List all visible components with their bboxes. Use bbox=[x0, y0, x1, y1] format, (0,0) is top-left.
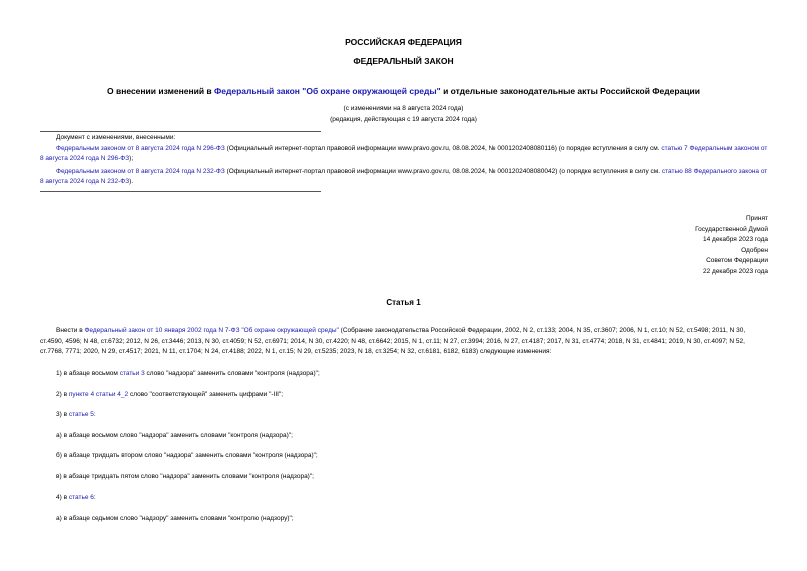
item-4 bbox=[56, 494, 96, 501]
item-3-link[interactable]: статье 5 bbox=[68, 411, 94, 418]
item-1 bbox=[56, 370, 320, 377]
item-3c: в) в абзаце тридцать пятом слово "надзора" заменить словами "контроля (надзора)"; bbox=[56, 473, 314, 480]
item-3-start: 3) в bbox=[56, 411, 69, 418]
changes-entry-2-text: (Официальный интернет-портал правовой информации www.pravo.gov.ru, 08.08.2024, № 0001202408080042) (о порядке вступления в силу см. bbox=[224, 168, 662, 175]
law-title bbox=[0, 86, 807, 96]
item-1-link[interactable]: статьи 3 bbox=[119, 370, 145, 377]
item-1-start: 1) в абзаце восьмом bbox=[56, 370, 120, 377]
changes-entry-2-end: ). bbox=[129, 178, 134, 185]
article-intro-text: (Собрание законодательства Российской Федерации, 2002, N 2, ст.133; 2004, N 35, ст.3607; 2006, N 1, ст.10; N 52, ст.5498; 2011, N 30, ст.4590, 4596; N 48, ст.6732; 2012, N 26, ст.3446; 2013, N 30, ст.4059; N 52, ст.6971; 2014, N 30, ст.4220; N 48, ст.6642; 2015, N 1, ст.11; N 27, ст.3994; 2016, N 27, ст.4187; 2017, N 31, ст.4774; 2018, N 31, ст.4841; 2019, N 30, ст.4097; N 52, ст.7768, 7771; 2020, N 29, ст.4517; 2021, N 11, ст.1704; N 24, ст.4188; 2022, N 1, ст.15; N 29, ст.5235; 2023, N 18, ст.3254; N 32, ст.6181, 6182, 6183) следующие изменения: bbox=[40, 327, 746, 355]
item-1-end: слово "надзора" заменить словами "контроля (надзора)"; bbox=[144, 370, 320, 377]
changes-entry-2-law-link[interactable]: Федеральным законом от 8 августа 2024 года N 232-ФЗ bbox=[56, 168, 225, 175]
article-intro bbox=[40, 326, 770, 358]
item-2 bbox=[56, 391, 283, 398]
article-title: Статья 1 bbox=[386, 298, 421, 307]
changes-entry-1-end: ); bbox=[129, 155, 134, 162]
item-4-link[interactable]: статье 6 bbox=[68, 494, 94, 501]
adopted-by: Государственной Думой bbox=[695, 225, 768, 233]
item-4-start: 4) в bbox=[56, 494, 69, 501]
changes-entry-2-source-link[interactable]: Федерального закона от 8 августа 2024 года N 232-ФЗ bbox=[40, 168, 768, 185]
item-3a: а) в абзаце восьмом слово "надзора" заменить словами "контроля (надзора)"; bbox=[56, 432, 293, 439]
adopted-date: 14 декабря 2023 года bbox=[702, 236, 768, 243]
divider-top bbox=[40, 131, 321, 132]
changes-entry-2-article-link[interactable]: статью 88 bbox=[661, 168, 692, 175]
changes-entry-1-source-link[interactable]: Федеральным законом от 8 августа 2024 года N 296-ФЗ bbox=[40, 145, 768, 162]
changes-entry-1 bbox=[40, 144, 770, 164]
item-2-link[interactable]: пункте 4 статьи 4_2 bbox=[68, 391, 129, 398]
law-title-link[interactable]: Федеральный закон "Об охране окружающей среды" bbox=[214, 86, 441, 96]
law-title-suffix: и отдельные законодательные акты Российской Федерации bbox=[440, 86, 700, 96]
changes-entry-2 bbox=[40, 167, 770, 187]
item-2-end: слово "соответствующей" заменить цифрами "-III"; bbox=[128, 391, 284, 398]
law-title-prefix: О внесении изменений в bbox=[107, 86, 214, 96]
article-intro-start: Внести в bbox=[56, 327, 85, 334]
country-heading: РОССИЙСКАЯ ФЕДЕРАЦИЯ bbox=[345, 37, 462, 47]
revision-effective: (редакция, действующая с 19 августа 2024 года) bbox=[330, 116, 477, 123]
approved-label: Одобрен bbox=[741, 246, 768, 254]
item-4-end: : bbox=[93, 494, 96, 501]
divider-bottom bbox=[40, 191, 321, 192]
changes-entry-1-law-link[interactable]: Федеральным законом от 8 августа 2024 года N 296-ФЗ bbox=[56, 145, 225, 152]
approved-by: Советом Федерации bbox=[706, 257, 768, 264]
item-4a: а) в абзаце седьмом слово "надзору" заменить словами "контролю (надзору)"; bbox=[56, 515, 294, 522]
approved-date: 22 декабря 2023 года bbox=[702, 267, 768, 275]
adopted-label: Принят bbox=[745, 215, 768, 222]
changes-entry-1-article-link[interactable]: статью 7 bbox=[661, 145, 688, 152]
revision-changes: (с изменениями на 8 августа 2024 года) bbox=[343, 105, 464, 112]
changes-entry-1-text: (Официальный интернет-портал правовой информации www.pravo.gov.ru, 08.08.2024, № 0001202408080116) (о порядке вступления в силу см. bbox=[224, 145, 662, 152]
item-3-end: : bbox=[93, 411, 96, 418]
law-type-heading: ФЕДЕРАЛЬНЫЙ ЗАКОН bbox=[353, 56, 454, 66]
article-intro-law-link[interactable]: Федеральный закон от 10 января 2002 года N 7-ФЗ "Об охране окружающей среды" bbox=[84, 327, 339, 334]
item-3b: б) в абзаце тридцать втором слово "надзора" заменить словами "контроля (надзора)"; bbox=[56, 452, 318, 459]
item-3 bbox=[56, 411, 96, 418]
changes-heading: Документ с изменениями, внесенными: bbox=[56, 134, 176, 141]
item-2-start: 2) в bbox=[56, 391, 69, 398]
adoption-block bbox=[695, 214, 768, 277]
